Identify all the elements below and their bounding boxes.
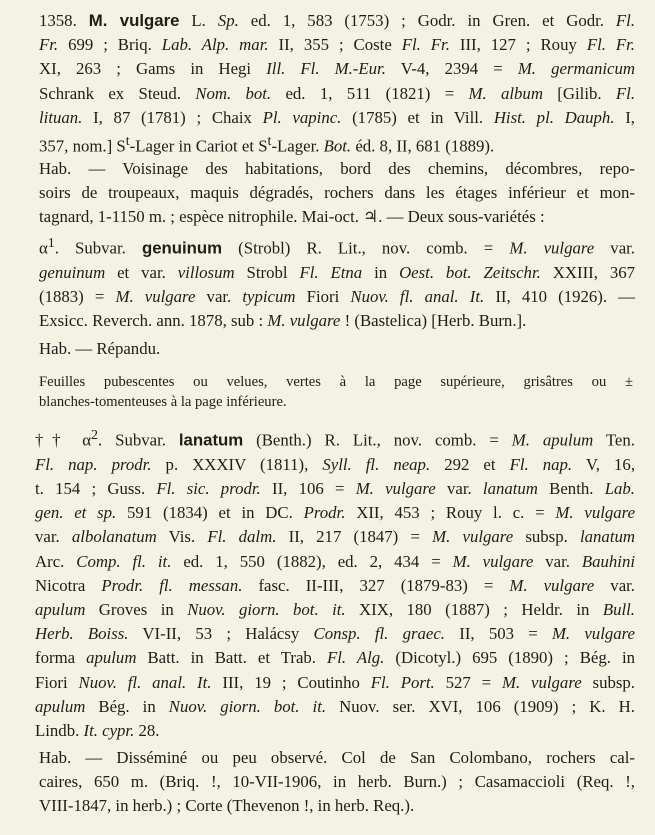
text-line: †† $\alpha^2$. Subvar. lanatum (Benth.) R. Lit., nov. comb. = M. apulum Ten.: [35, 428, 635, 450]
text-line: Lindb. It. cypr. 28.: [35, 721, 160, 741]
habitat-repandu: [0, 337, 655, 361]
text-line: XI, 263 ; Gams in Hegi Ill. Fl. M.-Eur. V-4, 2394 = M. germanicum: [39, 59, 635, 79]
text-line: $\alpha^1$. Subvar. genuinum (Strobl) R. Lit., nov. comb. = M. vulgare var.: [39, 236, 635, 258]
text-line: Hab. — Répandu.: [39, 339, 161, 358]
species-entry: [0, 9, 655, 159]
text-line: t. 154 ; Guss. Fl. sic. prodr. II, 106 = M. vulgare var. lanatum Benth. Lab.: [35, 479, 635, 498]
text-line: Hab. — Disséminé ou peu observé. Col de San Colombano, rochers cal-: [39, 748, 635, 767]
leaf-description: [0, 372, 655, 412]
text-line: tagnard, 1-1150 m. ; espèce nitrophile. Mai-oct. ♃. — Deux sous-variétés :: [39, 207, 545, 227]
text-line: Hab. — Voisinage des habitations, bord des chemins, décombres, repo-: [39, 159, 635, 178]
text-line: blanches-tomenteuses à la page inférieure.: [39, 394, 287, 410]
text-line: Fiori Nuov. fl. anal. It. III, 19 ; Coutinho Fl. Port. 527 = M. vulgare subsp.: [35, 672, 635, 692]
text-line: Schrank ex Steud. Nom. bot. ed. 1, 511 (1821) = M. album [Gilib. Fl.: [39, 83, 636, 103]
subvariety-genuinum: [0, 232, 655, 333]
text-line: (1883) = M. vulgare var. typicum Fiori Nuov. fl. anal. It. II, 410 (1926). —: [39, 287, 635, 306]
text-line: soirs de troupeaux, maquis dégradés, rochers dans les étages inférieur et mon-: [39, 183, 635, 203]
text-line: forma apulum Batt. in Batt. et Trab. Fl. Alg. (Dicotyl.) 695 (1890) ; Bég. in: [35, 648, 636, 668]
text-line: Feuilles pubescentes ou velues, vertes à la page supérieure, grisâtres ou ±: [39, 374, 633, 390]
text-line: var. albolanatum Vis. Fl. dalm. II, 217 (1847) = M. vulgare subsp. lanatum: [35, 527, 635, 547]
text-line: genuinum et var. villosum Strobl Fl. Etna in Oest. bot. Zeitschr. XXIII, 367: [39, 262, 636, 282]
text-line: apulum Groves in Nuov. giorn. bot. it. XIX, 180 (1887) ; Heldr. in Bull.: [35, 600, 635, 620]
habitat-dissemine: [0, 746, 655, 819]
habitat-paragraph: [0, 157, 655, 230]
text-line: 357, nom.] $S^t$-Lager in Cariot et $S^t$-Lager. Bot. éd. 8, II, 681 (1889).: [39, 134, 495, 156]
text-line: Exsicc. Reverch. ann. 1878, sub : M. vulgare ! (Bastelica) [Herb. Burn.].: [39, 311, 527, 331]
text-line: caires, 650 m. (Briq. !, 10-VII-1906, in herb. Burn.) ; Casamaccioli (Req. !,: [39, 772, 635, 792]
text-line: Nicotra Prodr. fl. messan. fasc. II-III, 327 (1879-83) = M. vulgare var.: [35, 575, 635, 595]
text-line: apulum Bég. in Nuov. giorn. bot. it. Nuov. ser. XVI, 106 (1909) ; K. H.: [35, 696, 635, 716]
text-line: Fl. nap. prodr. p. XXXIV (1811), Syll. fl. neap. 292 et Fl. nap. V, 16,: [35, 454, 636, 474]
text-line: VIII-1847, in herb.) ; Corte (Thevenon !, in herb. Req.).: [39, 796, 415, 816]
text-line: 1358. M. vulgare L. Sp. ed. 1, 583 (1753) ; Godr. in Gren. et Godr. Fl.: [39, 11, 636, 30]
subvariety-lanatum: [0, 424, 655, 743]
text-line: Herb. Boiss. VI-II, 53 ; Halácsy Consp. fl. graec. II, 503 = M. vulgare: [35, 624, 635, 644]
text-line: gen. et sp. 591 (1834) et in DC. Prodr. XII, 453 ; Rouy l. c. = M. vulgare: [35, 503, 636, 523]
text-line: Arc. Comp. fl. it. ed. 1, 550 (1882), ed. 2, 434 = M. vulgare var. Bauhini: [35, 551, 635, 571]
text-line: lituan. I, 87 (1781) ; Chaix Pl. vapinc. (1785) et in Vill. Hist. pl. Dauph. I,: [39, 107, 636, 127]
text-line: Fr. 699 ; Briq. Lab. Alp. mar. II, 355 ; Coste Fl. Fr. III, 127 ; Rouy Fl. Fr.: [39, 35, 635, 55]
